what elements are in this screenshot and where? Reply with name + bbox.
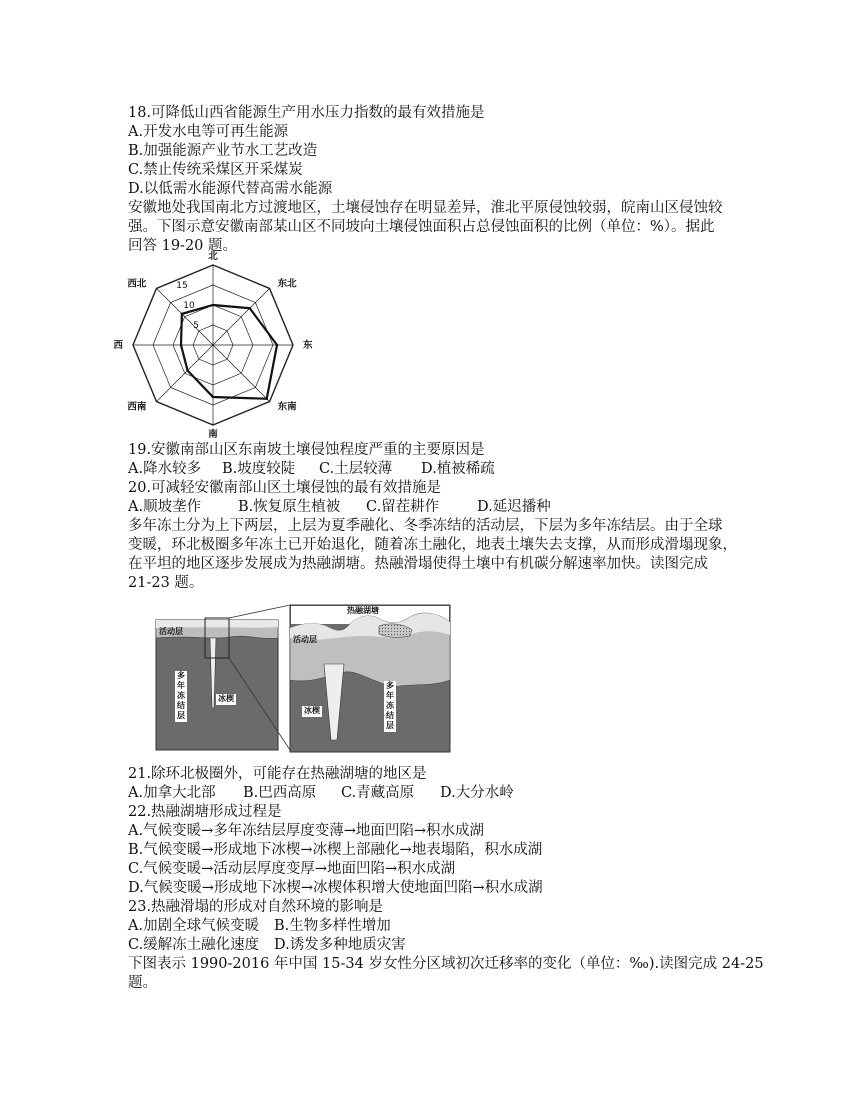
q23-options-row-2 — [128, 936, 406, 955]
radar-point — [249, 307, 251, 309]
radar-direction-label: 东北 — [277, 278, 297, 290]
permafrost-layer-label-large: 结 — [386, 711, 394, 720]
erosion-radar-chart — [113, 251, 313, 440]
permafrost-layer-label-small: 冻 — [177, 691, 185, 700]
q22-stem: 22.热融湖塘形成过程是 — [128, 804, 282, 820]
q21-options — [128, 784, 514, 803]
q21-option-a: A.加拿大北部 — [128, 785, 216, 801]
radar-direction-label: 南 — [208, 429, 218, 440]
intro-24-25-line-2: 题。 — [128, 975, 157, 991]
q23-option-c: C.缓解冻土融化速度 — [128, 937, 260, 953]
small-section-panel — [156, 618, 278, 750]
q19-stem: 19.安徽南部山区东南坡土壤侵蚀程度严重的主要原因是 — [128, 442, 485, 458]
q19-option-c: C.土层较薄 — [319, 461, 393, 477]
intro-24-25-line-1: 下图表示 1990-2016 年中国 15-34 岁女性分区域初次迁移率的变化（单位：‰).读图完成 24-25 — [128, 956, 764, 972]
permafrost-layer-label-small: 层 — [177, 711, 185, 720]
q18-option-d: D.以低需水能源代替高需水能源 — [128, 181, 333, 197]
q18-option-a: A.开发水电等可再生能源 — [128, 124, 289, 140]
intro-19-20-line-3: 回答 19-20 题。 — [128, 238, 238, 254]
enlarged-section-panel — [290, 605, 450, 752]
radar-tick-label: 15 — [176, 281, 188, 291]
permafrost-layer-label-large: 多 — [386, 681, 394, 690]
radar-point — [212, 396, 214, 398]
radar-point — [186, 369, 188, 371]
radar-point — [212, 304, 214, 306]
intro-21-23-line-1: 多年冻土分为上下两层，上层为夏季融化、冬季冻结的活动层，下层为多年冻结层。由于全球 — [128, 518, 723, 534]
radar-direction-label: 东南 — [277, 401, 297, 413]
q20-option-a: A.顺坡垄作 — [128, 499, 202, 515]
radar-direction-label: 西 — [113, 340, 123, 351]
q23-option-d: D.诱发多种地质灾害 — [274, 937, 406, 953]
q23-stem: 23.热融滑塌的形成对自然环境的影响是 — [128, 899, 384, 915]
intro-21-23-line-2: 变暖，环北极圈多年冻土已开始退化，随着冻土融化，地表土壤失去支撑，从而形成滑塌现象， — [128, 537, 737, 553]
q19-option-a: A.降水较多 — [128, 461, 202, 477]
q23-option-b: B.生物多样性增加 — [274, 918, 391, 934]
q18-option-b: B.加强能源产业节水工艺改造 — [128, 143, 318, 159]
q23-option-a: A.加剧全球气候变暖 — [128, 918, 260, 934]
q22-option-a: A.气候变暖→多年冻结层厚度变薄→地面凹陷→积水成湖 — [128, 823, 485, 839]
q23-options-row-1 — [128, 917, 391, 936]
q21-option-c: C.青藏高原 — [341, 785, 415, 801]
ice-wedge-label-large: 冰楔 — [304, 706, 320, 715]
intro-19-20-line-2: 强。下图示意安徽南部某山区不同坡向土壤侵蚀面积占总侵蚀面积的比例（单位：%）。据此 — [128, 219, 715, 235]
radar-direction-label: 西南 — [127, 401, 147, 413]
permafrost-layer-label-small: 结 — [177, 701, 185, 710]
active-layer-label-large: 活动层 — [293, 635, 317, 644]
q20-stem: 20.可减轻安徽南部山区土壤侵蚀的最有效措施是 — [128, 480, 442, 496]
q19-option-d: D.植被稀疏 — [421, 461, 495, 477]
permafrost-layer-label-large: 年 — [386, 691, 394, 700]
q18-option-c: C.禁止传统采煤区开采煤炭 — [128, 162, 303, 178]
intro-19-20-line-1: 安徽地处我国南北方过渡地区，土壤侵蚀存在明显差异，淮北平原侵蚀较弱，皖南山区侵蚀较 — [128, 200, 723, 216]
q20-option-c: C.留茬耕作 — [366, 499, 440, 515]
radar-tick-label: 10 — [183, 301, 195, 311]
intro-21-23-line-4: 21-23 题。 — [128, 575, 204, 591]
intro-21-23-line-3: 在平坦的地区逐步发展成为热融湖塘。热融滑塌使得土壤中有机碳分解速率加快。读图完成 — [128, 556, 708, 572]
q18-stem: 18.可降低山西省能源生产用水压力指数的最有效措施是 — [128, 105, 485, 121]
active-layer-label-small: 活动层 — [159, 627, 183, 636]
q21-stem: 21.除环北极圈外，可能存在热融湖塘的地区是 — [128, 766, 427, 782]
radar-direction-label: 北 — [208, 251, 218, 262]
permafrost-layer-label-large: 层 — [386, 721, 394, 730]
radar-direction-label: 东 — [303, 340, 313, 351]
thermokarst-lake-label: 热融湖塘 — [347, 606, 379, 615]
permafrost-diagram — [150, 600, 455, 758]
permafrost-layer-label-small: 年 — [177, 681, 185, 690]
radar-tick-label: 5 — [193, 321, 199, 331]
q22-option-b: B.气候变暖→形成地下冰楔→冰楔上部融化→地表塌陷，积水成湖 — [128, 842, 543, 858]
q20-option-b: B.恢复原生植被 — [238, 499, 341, 515]
permafrost-layer-label-large: 冻 — [386, 701, 394, 710]
radar-direction-label: 西北 — [127, 278, 147, 290]
q20-options — [128, 498, 551, 517]
permafrost-layer-label-small: 多 — [177, 671, 185, 680]
ice-wedge-label-small: 冰楔 — [218, 694, 234, 703]
q19-option-b: B.坡度较陡 — [222, 461, 296, 477]
radar-point — [276, 344, 278, 346]
radar-point — [180, 344, 182, 346]
q22-option-c: C.气候变暖→活动层厚度变厚→地面凹陷→积水成湖 — [128, 861, 456, 877]
radar-point — [266, 398, 268, 400]
q21-option-d: D.大分水岭 — [440, 785, 514, 801]
q20-option-d: D.延迟播种 — [477, 499, 551, 515]
radar-point — [181, 313, 183, 315]
q21-option-b: B.巴西高原 — [243, 785, 317, 801]
q22-option-d: D.气候变暖→形成地下冰楔→冰楔体积增大使地面凹陷→积水成湖 — [128, 880, 543, 896]
q19-options — [128, 460, 495, 479]
